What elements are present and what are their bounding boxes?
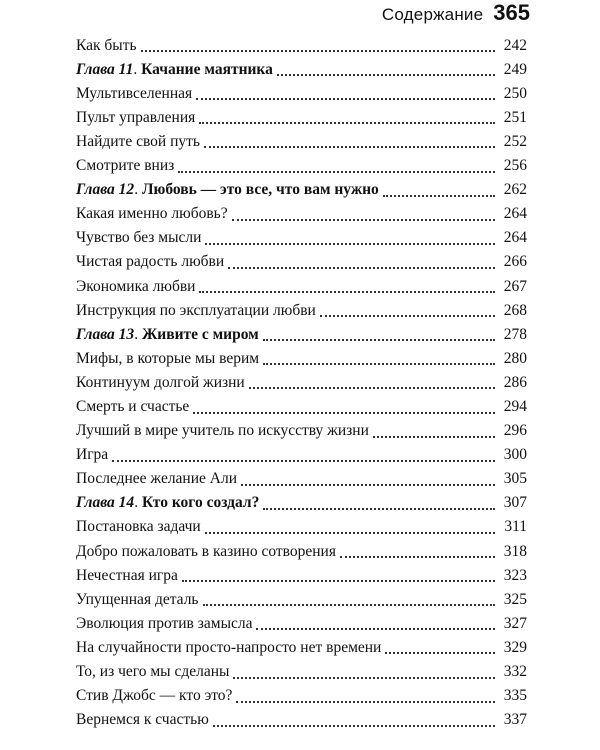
chapter-separator: . <box>134 494 142 512</box>
toc-entry <box>76 250 527 274</box>
dot-leader <box>320 314 495 317</box>
dot-leader <box>241 483 495 486</box>
entry-page-number: 266 <box>503 253 527 271</box>
toc-entry <box>76 202 527 226</box>
dot-leader <box>236 700 495 703</box>
entry-page-number: 337 <box>503 711 527 729</box>
dot-leader <box>383 194 495 197</box>
toc-entry <box>76 105 527 129</box>
toc-entry <box>76 153 527 177</box>
toc-chapter-entry <box>76 491 527 515</box>
toc-entry <box>76 611 527 635</box>
dot-leader <box>204 145 495 148</box>
toc-chapter-entry <box>76 57 527 81</box>
entry-page-number: 286 <box>503 373 527 391</box>
dot-leader <box>213 724 495 727</box>
entry-page-number: 294 <box>503 398 527 415</box>
entry-page-number: 264 <box>503 229 527 247</box>
dot-leader <box>205 531 495 534</box>
toc-entry <box>76 346 527 370</box>
toc-entry <box>76 539 527 563</box>
toc-chapter-entry <box>76 178 527 202</box>
chapter-separator: . <box>133 60 142 78</box>
entry-title <box>76 495 259 515</box>
dot-leader <box>205 242 495 245</box>
page-header <box>382 0 530 34</box>
entry-page-number: 296 <box>503 422 527 440</box>
entry-title: Чистая радость любви <box>76 253 225 271</box>
entry-page-number: 325 <box>503 590 527 608</box>
entry-title: Последнее желание Али <box>76 470 238 488</box>
entry-title: Экономика любви <box>76 277 196 295</box>
toc-chapter-entry <box>76 322 527 346</box>
entry-title: Пульт управления <box>76 108 196 126</box>
entry-page-number: 311 <box>504 518 527 536</box>
entry-title <box>76 182 379 202</box>
dot-leader <box>182 579 495 582</box>
entry-page-number: 262 <box>503 181 527 199</box>
chapter-title: Живите с миром <box>141 325 259 343</box>
dot-leader <box>112 459 495 462</box>
entry-page-number: 242 <box>503 36 527 54</box>
entry-title: Смерть и счастье <box>76 398 190 415</box>
entry-title <box>76 327 259 347</box>
chapter-label: Глава 12 <box>76 181 135 199</box>
entry-title: Как быть <box>76 36 137 54</box>
toc-entry <box>76 394 527 418</box>
entry-title: Вернемся к счастью <box>76 711 209 729</box>
toc-entry <box>76 587 527 611</box>
toc-entry <box>76 129 527 153</box>
dot-leader <box>340 555 495 558</box>
dot-leader <box>249 386 495 389</box>
toc-entry <box>76 515 527 539</box>
toc-entry <box>76 226 527 250</box>
dot-leader <box>385 651 495 654</box>
running-head-title: Содержание <box>381 5 484 24</box>
entry-page-number: 268 <box>503 301 527 319</box>
entry-title: Континуум долгой жизни <box>76 373 245 391</box>
chapter-label: Глава 11 <box>76 60 134 78</box>
dot-leader <box>373 435 495 438</box>
entry-title: Нечестная игра <box>76 566 178 584</box>
dot-leader <box>203 603 496 606</box>
entry-title: Упущенная деталь <box>76 590 199 608</box>
chapter-title: Кто кого создал? <box>141 494 260 512</box>
entry-page-number: 267 <box>503 277 527 295</box>
entry-title: Чувство без мысли <box>76 229 202 247</box>
toc-entry <box>76 370 527 394</box>
dot-leader <box>199 290 495 293</box>
dot-leader <box>193 411 495 414</box>
entry-page-number: 300 <box>503 446 527 464</box>
dot-leader <box>178 170 495 173</box>
entry-page-number: 256 <box>503 157 527 175</box>
entry-page-number: 251 <box>503 108 527 126</box>
entry-title: Мифы, в которые мы верим <box>76 349 260 367</box>
entry-page-number: 323 <box>503 566 527 584</box>
chapter-separator: . <box>134 325 142 343</box>
toc-entry <box>76 81 527 105</box>
entry-page-number: 278 <box>503 325 527 343</box>
chapter-title: Любовь — это все, что вам нужно <box>141 181 379 199</box>
chapter-label: Глава 13 <box>76 325 135 343</box>
entry-title: Найдите свой путь <box>76 132 200 150</box>
chapter-separator: . <box>134 181 142 199</box>
entry-title: Мультивселенная <box>76 84 193 102</box>
dot-leader <box>199 121 495 124</box>
page-number: 365 <box>493 0 530 25</box>
dot-leader <box>277 73 495 76</box>
entry-page-number: 249 <box>503 60 527 78</box>
entry-title: То, из чего мы сделаны <box>76 663 230 681</box>
entry-page-number: 264 <box>503 205 527 223</box>
toc-entry <box>76 467 527 491</box>
entry-title: Добро пожаловать в казино сотворения <box>76 542 336 560</box>
chapter-label: Глава 14 <box>76 494 135 512</box>
entry-page-number: 318 <box>503 542 527 560</box>
entry-page-number: 280 <box>503 349 527 367</box>
dot-leader <box>196 97 495 100</box>
entry-title: На случайности просто-напросто нет времени <box>76 638 382 656</box>
entry-page-number: 305 <box>503 470 527 488</box>
entry-page-number: 252 <box>503 132 527 150</box>
entry-title: Эволюция против замысла <box>76 614 253 632</box>
dot-leader <box>263 338 495 341</box>
entry-title: Игра <box>76 446 109 464</box>
entry-title <box>76 62 273 82</box>
entry-title: Стив Джобс — кто это? <box>76 687 233 705</box>
entry-page-number: 250 <box>503 84 527 102</box>
entry-title: Постановка задачи <box>76 518 201 536</box>
entry-page-number: 335 <box>503 687 527 705</box>
entry-title: Инструкция по эксплуатации любви <box>76 301 316 319</box>
entry-title: Какая именно любовь? <box>76 205 228 223</box>
chapter-title: Качание маятника <box>141 60 273 78</box>
toc-entry <box>76 563 527 587</box>
table-of-contents <box>76 33 527 732</box>
toc-entry <box>76 419 527 443</box>
dot-leader <box>141 49 495 52</box>
toc-entry <box>76 33 527 57</box>
dot-leader <box>232 218 495 221</box>
dot-leader <box>228 266 495 269</box>
toc-entry <box>76 274 527 298</box>
entry-page-number: 307 <box>503 494 527 512</box>
entry-title: Смотрите вниз <box>76 157 175 175</box>
dot-leader <box>256 627 495 630</box>
dot-leader <box>263 362 495 365</box>
toc-entry <box>76 443 527 467</box>
dot-leader <box>233 676 495 679</box>
toc-entry <box>76 684 527 708</box>
toc-entry <box>76 659 527 683</box>
entry-page-number: 329 <box>503 638 527 656</box>
entry-page-number: 332 <box>503 663 527 681</box>
dot-leader <box>263 507 495 510</box>
toc-entry <box>76 635 527 659</box>
entry-page-number: 327 <box>503 614 527 632</box>
entry-title: Лучший в мире учитель по искусству жизни <box>76 422 369 440</box>
toc-entry <box>76 708 527 732</box>
toc-entry <box>76 298 527 322</box>
